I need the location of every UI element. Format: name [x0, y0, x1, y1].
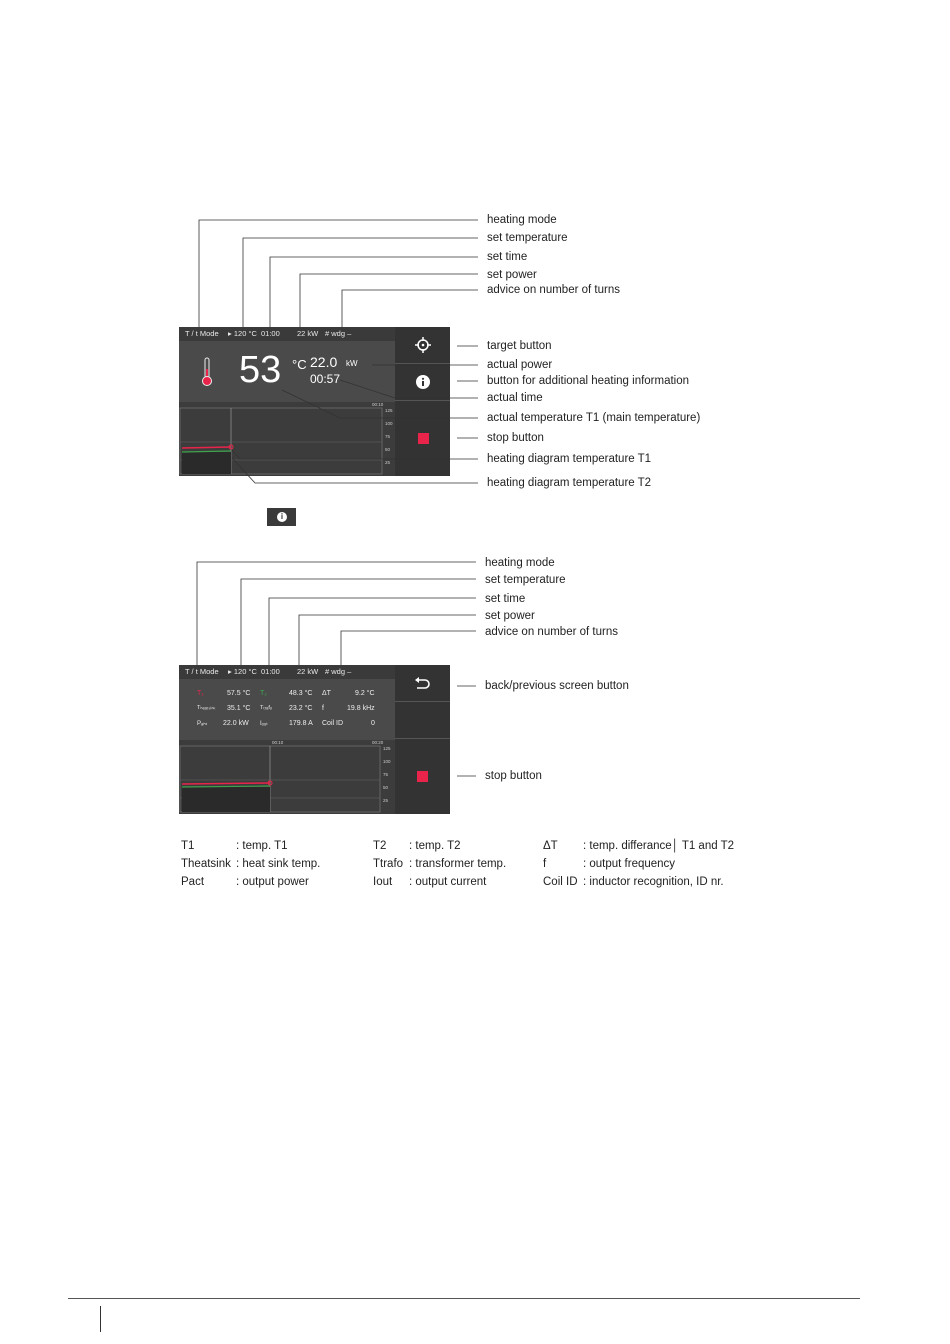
set-temperature-label[interactable]: ▸ 120 °C: [228, 667, 257, 676]
heating-mode-label[interactable]: T / t Mode: [185, 667, 219, 676]
trafo-value: 23.2 °C: [289, 705, 313, 712]
callout-label: heating mode: [487, 214, 557, 226]
side-panel: [395, 665, 450, 814]
info-icon: i: [277, 512, 287, 522]
info-button-symbol: [267, 508, 296, 526]
empty-slot: [395, 702, 450, 738]
legend-key: Coil ID: [543, 876, 578, 888]
callout-label: back/previous screen button: [485, 680, 629, 692]
set-temperature-label[interactable]: ▸ 120 °C: [228, 329, 257, 338]
frequency-value: 19.8 kHz: [347, 705, 375, 712]
callout-label: stop button: [487, 432, 544, 444]
footer-rule: [68, 1298, 860, 1299]
t2-value: 48.3 °C: [289, 690, 313, 697]
graph-y-tick: 75: [385, 434, 391, 439]
callout-label: set temperature: [485, 574, 566, 586]
legend-value: : transformer temp.: [409, 858, 507, 870]
frequency-key: f: [322, 705, 324, 712]
callout-label: stop button: [485, 770, 542, 782]
legend-value: : inductor recognition, ID nr.: [583, 876, 724, 888]
callout-label: set time: [485, 593, 526, 605]
callout-label: heating diagram temperature T1: [487, 453, 652, 465]
heating-diagram: [179, 740, 395, 814]
legend-value: : output current: [409, 876, 487, 888]
callout-label: advice on number of turns: [487, 284, 620, 296]
turns-advice-label: # wdg –: [325, 329, 352, 338]
set-power-label[interactable]: 22 kW: [297, 329, 319, 338]
stop-icon: [418, 433, 429, 444]
side-panel: [395, 327, 450, 476]
t1-key: T₁: [197, 690, 204, 697]
stop-button[interactable]: [395, 401, 450, 476]
callout-label: set power: [487, 269, 537, 281]
status-bar: [179, 327, 395, 341]
legend-value: : heat sink temp.: [236, 858, 321, 870]
stop-button[interactable]: [395, 739, 450, 814]
iout-key: Iₒᵤₜ: [260, 721, 268, 727]
graph-y-tick: 125: [385, 408, 393, 413]
legend-key: Theatsink: [181, 858, 231, 870]
screen-info: [179, 665, 450, 814]
callout-label: set temperature: [487, 232, 568, 244]
legend-key: Iout: [373, 876, 393, 888]
graph-y-tick: 25: [385, 460, 391, 465]
temperature-unit: °C: [292, 357, 307, 372]
stop-icon: [417, 771, 428, 782]
callout-label: actual time: [487, 392, 543, 404]
delta-t-value: 9.2 °C: [355, 690, 375, 697]
legend-value: : temp. differance│ T1 and T2: [583, 840, 735, 852]
actual-time: 00:57: [310, 372, 341, 386]
coil-id-key: Coil ID: [322, 720, 344, 727]
callout-label: set power: [485, 610, 535, 622]
heating-diagram: [179, 402, 395, 476]
legend-value: : output power: [236, 876, 309, 888]
legend-value: : temp. T1: [236, 840, 288, 852]
legend-key: f: [543, 858, 547, 870]
graph-y-tick: 125: [383, 746, 391, 751]
back-arrow-icon: [414, 677, 430, 691]
thermometer-icon: [201, 357, 213, 392]
t1-value: 57.5 °C: [227, 690, 251, 697]
iout-value: 179.8 A: [289, 720, 313, 727]
callout-label: button for additional heating information: [487, 375, 690, 387]
t2-curve: [182, 451, 231, 452]
legend-key: Pact: [181, 876, 205, 888]
callout-label: actual power: [487, 359, 553, 371]
target-button[interactable]: [395, 327, 450, 363]
callout-label: heating diagram temperature T2: [487, 477, 652, 489]
graph-time-label: 00:10: [272, 740, 284, 745]
callout-label: actual temperature T1 (main temperature): [487, 412, 701, 424]
t2-curve: [182, 786, 270, 787]
graph-y-tick: 25: [383, 798, 389, 803]
callout-label: heating mode: [485, 557, 555, 569]
coil-id-value: 0: [371, 720, 375, 727]
legend-key: T1: [181, 840, 195, 852]
set-time-label[interactable]: 01:00: [261, 329, 280, 338]
legend-value: : output frequency: [583, 858, 676, 870]
t2-key: T₂: [260, 690, 267, 697]
legend-key: ΔT: [543, 840, 558, 852]
info-icon: [416, 375, 430, 389]
graph-y-tick: 50: [383, 785, 389, 790]
legend-key: Ttrafo: [373, 858, 404, 870]
crosshair-icon: [415, 337, 431, 353]
callout-label: advice on number of turns: [485, 626, 618, 638]
graph-y-tick: 100: [385, 421, 393, 426]
pact-value: 22.0 kW: [223, 720, 249, 727]
callout-label: set time: [487, 251, 528, 263]
heatsink-value: 35.1 °C: [227, 705, 251, 712]
delta-t-key: ΔT: [322, 690, 331, 697]
status-bar: [179, 665, 395, 679]
set-time-label[interactable]: 01:00: [261, 667, 280, 676]
info-table: [179, 685, 395, 740]
heating-mode-label[interactable]: T / t Mode: [185, 329, 219, 338]
pact-key: Pₐₕₜ: [197, 721, 208, 727]
power-unit: kW: [346, 359, 358, 368]
screen-main: [179, 327, 450, 476]
graph-y-tick: 50: [385, 447, 391, 452]
t1-curve: [182, 783, 270, 784]
actual-temperature: 53: [239, 349, 282, 391]
back-button[interactable]: [395, 665, 450, 701]
graph-y-tick: 75: [383, 772, 389, 777]
heatsink-key: Tₕₑₐₜₛᵢₙₖ: [197, 705, 216, 711]
footer-tick: [100, 1306, 101, 1332]
callout-label: target button: [487, 340, 552, 352]
graph-y-tick: 100: [383, 759, 391, 764]
graph-time-label: 00:20: [372, 740, 384, 745]
graph-time-label: 00:10: [372, 402, 384, 407]
legend-value: : temp. T2: [409, 840, 461, 852]
info-button[interactable]: [395, 364, 450, 400]
turns-advice-label: # wdg –: [325, 667, 352, 676]
actual-power: 22.0: [310, 354, 338, 370]
t1-curve: [182, 447, 231, 448]
set-power-label[interactable]: 22 kW: [297, 667, 319, 676]
trafo-key: Tₜᵣₐfₒ: [260, 705, 272, 711]
legend-key: T2: [373, 840, 387, 852]
